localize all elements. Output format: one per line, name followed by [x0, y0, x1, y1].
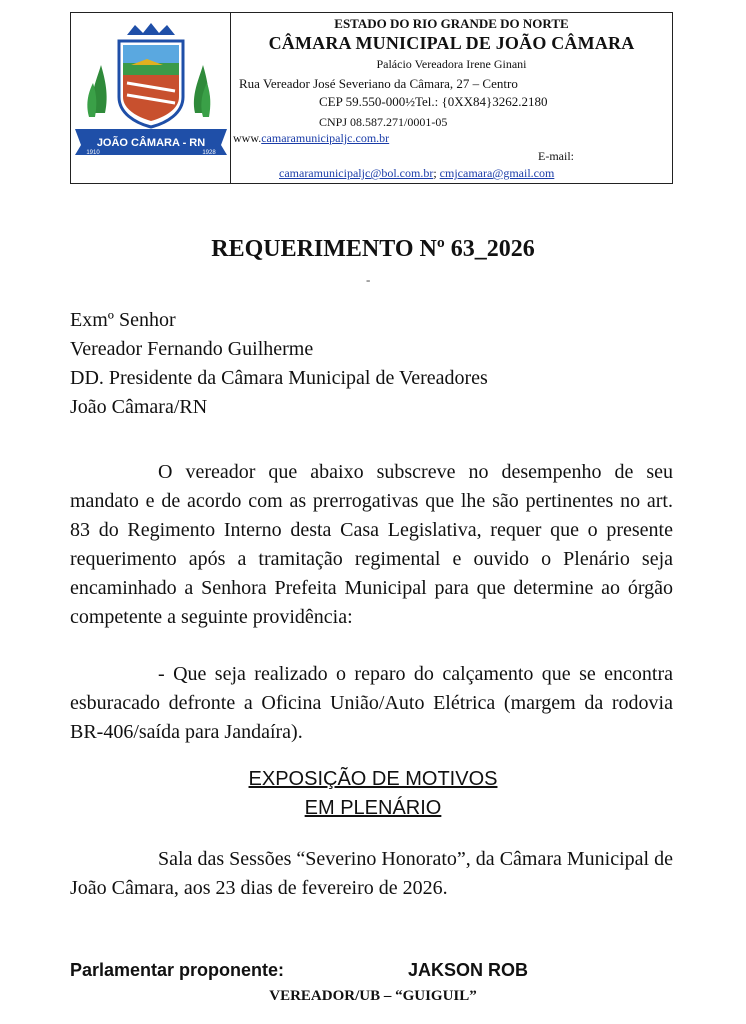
- letterhead: [70, 12, 673, 184]
- signature-name: JAKSON ROB: [408, 960, 529, 980]
- signature-role: VEREADOR/UB – “GUIGUIL”: [269, 988, 477, 1004]
- email-separator: ;: [433, 166, 440, 180]
- street-address: Rua Vereador José Severiano da Câmara, 27 – Centro: [239, 76, 518, 91]
- logo-year-right: 1928: [202, 150, 216, 156]
- website-prefix: www.: [233, 131, 262, 145]
- recipient-line-1: Exmº Senhor: [70, 309, 176, 331]
- letterhead-info: [231, 13, 672, 183]
- website: [233, 131, 389, 146]
- recipient-line-3: DD. Presidente da Câmara Municipal de Vereadores: [70, 367, 488, 389]
- cnpj: CNPJ 08.587.271/0001-05: [319, 115, 448, 129]
- document-title: REQUERIMENTO Nº 63_2026: [211, 236, 535, 262]
- state-name: ESTADO DO RIO GRANDE DO NORTE: [334, 16, 569, 31]
- municipal-coat-of-arms-icon: [71, 13, 231, 183]
- recipient-line-4: João Câmara/RN: [70, 396, 208, 418]
- exposicao-heading-line-2: EM PLENÁRIO: [304, 797, 442, 819]
- email-link-1[interactable]: camaramunicipaljc@bol.com.br: [279, 166, 434, 180]
- exposicao-heading-line-1: EXPOSIÇÃO DE MOTIVOS: [248, 768, 498, 790]
- logo-year-left: 1910: [86, 150, 100, 156]
- recipient-line-2: Vereador Fernando Guilherme: [70, 338, 314, 360]
- institution-name: CÂMARA MUNICIPAL DE JOÃO CÂMARA: [268, 33, 635, 53]
- email-label: E-mail:: [538, 149, 574, 163]
- signature-label: Parlamentar proponente:: [70, 960, 285, 980]
- palace-name: Palácio Vereadora Irene Ginani: [376, 57, 527, 71]
- website-link[interactable]: camaramunicipaljc.com.br: [261, 131, 390, 145]
- cep-telephone: CEP 59.550-000½Tel.: {0XX84}3262.2180: [319, 94, 548, 109]
- logo-banner-text: JOÃO CÂMARA - RN: [96, 137, 206, 149]
- logo-cell: [71, 13, 231, 183]
- email-addresses: [279, 166, 554, 181]
- closing-paragraph: Sala das Sessões “Severino Honorato”, da Câmara Municipal de João Câmara, aos 23 dias de fevereiro de 2026.: [70, 848, 673, 899]
- request-item: - Que seja realizado o reparo do calçamento que se encontra esburacado defronte a Oficina União/Auto Elétrica (margem da rodovia BR-406/saída para Jandaíra).: [70, 663, 673, 743]
- email-link-2[interactable]: cmjcamara@gmail.com: [439, 166, 555, 180]
- body-paragraph: O vereador que abaixo subscreve no desempenho de seu mandato e de acordo com as prerrogativas que lhe são pertinentes no art. 83 do Regimento Interno desta Casa Legislativa, requer que o presente requerimento após a tramitação regimental e ouvido o Plenário seja encaminhado a Senhora Prefeita Municipal para que determine ao órgão competente a seguinte providência:: [70, 461, 673, 628]
- title-dash: -: [366, 272, 371, 287]
